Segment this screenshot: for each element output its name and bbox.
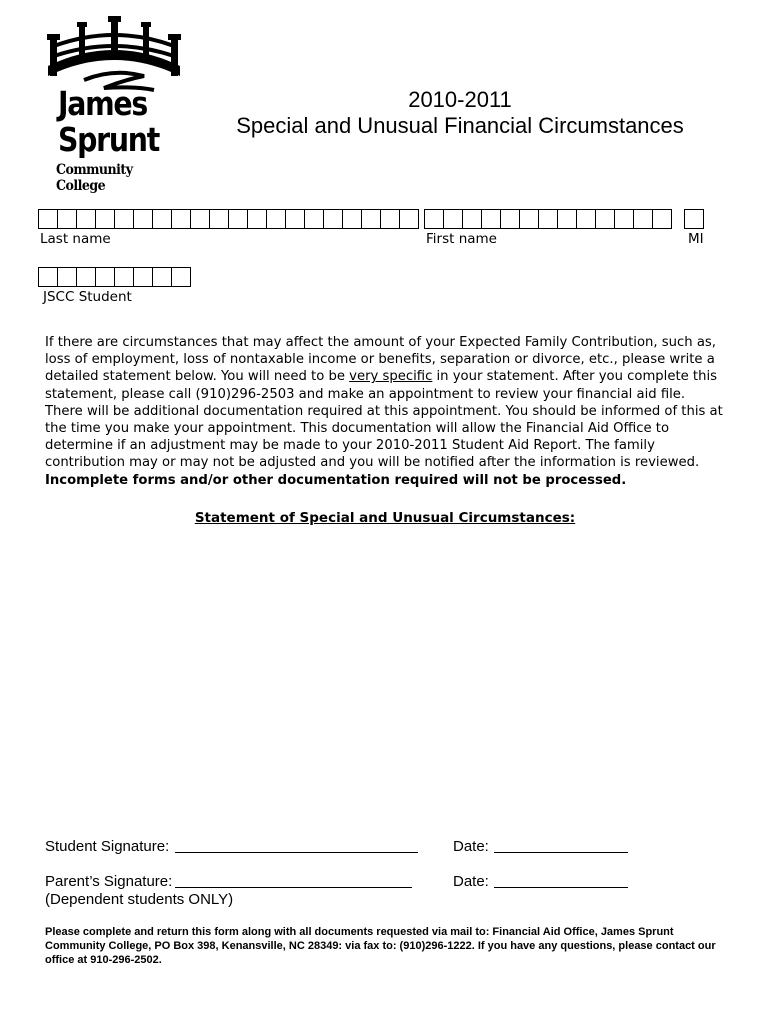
char-box[interactable] <box>133 267 153 287</box>
mi-label: MI <box>688 231 704 247</box>
student-id-boxes[interactable] <box>38 267 190 287</box>
char-box[interactable] <box>304 209 324 229</box>
student-date-line[interactable] <box>494 852 628 853</box>
char-box[interactable] <box>76 209 96 229</box>
student-signature-label: Student Signature: <box>45 838 170 855</box>
char-box[interactable] <box>652 209 672 229</box>
char-box[interactable] <box>684 209 704 229</box>
char-box[interactable] <box>538 209 558 229</box>
instructions-paragraph <box>45 334 725 489</box>
char-box[interactable] <box>247 209 267 229</box>
parent-signature-label: Parent’s Signature: <box>45 873 173 890</box>
parent-signature-note: (Dependent students ONLY) <box>45 891 234 908</box>
last-name-label: Last name <box>40 231 111 247</box>
parent-date-label: Date: <box>453 873 489 890</box>
instructions-text-2: in your statement. After you complete this statement, please call (910)296-2503 and make an appointment to review your financial aid file. There will be additional documentation required at this appointment. You should be informed of this at the time you make your appointment. This documentation will allow the Financial Aid Office to determine if an adjustment may be made to your 2010-2011 Student Aid Report. The family contribution may or may not be adjusted and you will be notified after the information is reviewed. <box>45 369 723 471</box>
char-box[interactable] <box>228 209 248 229</box>
char-box[interactable] <box>595 209 615 229</box>
char-box[interactable] <box>380 209 400 229</box>
char-box[interactable] <box>500 209 520 229</box>
footer-note: Please complete and return this form along with all documents requested via mail to: Financial Aid Office, James Sprunt Community College, PO Box 398, Kenansville, NC 28349: via fax to: (910)296-1222. If you have any questions, please contact our office at 910-296-2502. <box>45 926 716 966</box>
char-box[interactable] <box>190 209 210 229</box>
logo-name-line1: James <box>58 84 147 123</box>
mi-box[interactable] <box>684 209 703 229</box>
char-box[interactable] <box>38 209 58 229</box>
form-year: 2010-2011 <box>408 87 512 112</box>
char-box[interactable] <box>171 209 191 229</box>
char-box[interactable] <box>399 209 419 229</box>
char-box[interactable] <box>95 209 115 229</box>
char-box[interactable] <box>462 209 482 229</box>
logo-name-line2: Sprunt <box>58 120 159 159</box>
parent-signature-line[interactable] <box>175 887 412 888</box>
form-title: Special and Unusual Financial Circumstances <box>236 113 684 138</box>
char-box[interactable] <box>76 267 96 287</box>
student-signature-line[interactable] <box>175 852 418 853</box>
char-box[interactable] <box>152 209 172 229</box>
char-box[interactable] <box>614 209 634 229</box>
char-box[interactable] <box>519 209 539 229</box>
parent-date-line[interactable] <box>494 887 628 888</box>
char-box[interactable] <box>152 267 172 287</box>
char-box[interactable] <box>481 209 501 229</box>
char-box[interactable] <box>133 209 153 229</box>
char-box[interactable] <box>266 209 286 229</box>
char-box[interactable] <box>576 209 596 229</box>
char-box[interactable] <box>424 209 444 229</box>
first-name-label: First name <box>426 231 497 247</box>
char-box[interactable] <box>443 209 463 229</box>
instructions-text-1: If there are circumstances that may affect the amount of your Expected Family Contribution, such as, loss of employment, loss of nontaxable income or benefits, separation or divorce, etc., please write a detailed statement below. You will need to be <box>45 335 716 385</box>
last-name-boxes[interactable] <box>38 209 418 229</box>
char-box[interactable] <box>95 267 115 287</box>
student-id-label: JSCC Student <box>43 289 132 305</box>
char-box[interactable] <box>57 209 77 229</box>
char-box[interactable] <box>342 209 362 229</box>
college-logo <box>44 16 184 194</box>
char-box[interactable] <box>171 267 191 287</box>
statement-heading: Statement of Special and Unusual Circumstances: <box>194 510 576 526</box>
student-date-label: Date: <box>453 838 489 855</box>
char-box[interactable] <box>361 209 381 229</box>
statement-area[interactable] <box>45 540 725 820</box>
char-box[interactable] <box>114 267 134 287</box>
first-name-boxes[interactable] <box>424 209 671 229</box>
instructions-underlined: very specific <box>349 369 433 385</box>
char-box[interactable] <box>633 209 653 229</box>
char-box[interactable] <box>57 267 77 287</box>
logo-subtitle: Community College <box>56 162 133 194</box>
char-box[interactable] <box>323 209 343 229</box>
instructions-warning: Incomplete forms and/or other documentation required will not be processed. <box>45 472 627 488</box>
char-box[interactable] <box>285 209 305 229</box>
char-box[interactable] <box>38 267 58 287</box>
char-box[interactable] <box>557 209 577 229</box>
char-box[interactable] <box>114 209 134 229</box>
char-box[interactable] <box>209 209 229 229</box>
